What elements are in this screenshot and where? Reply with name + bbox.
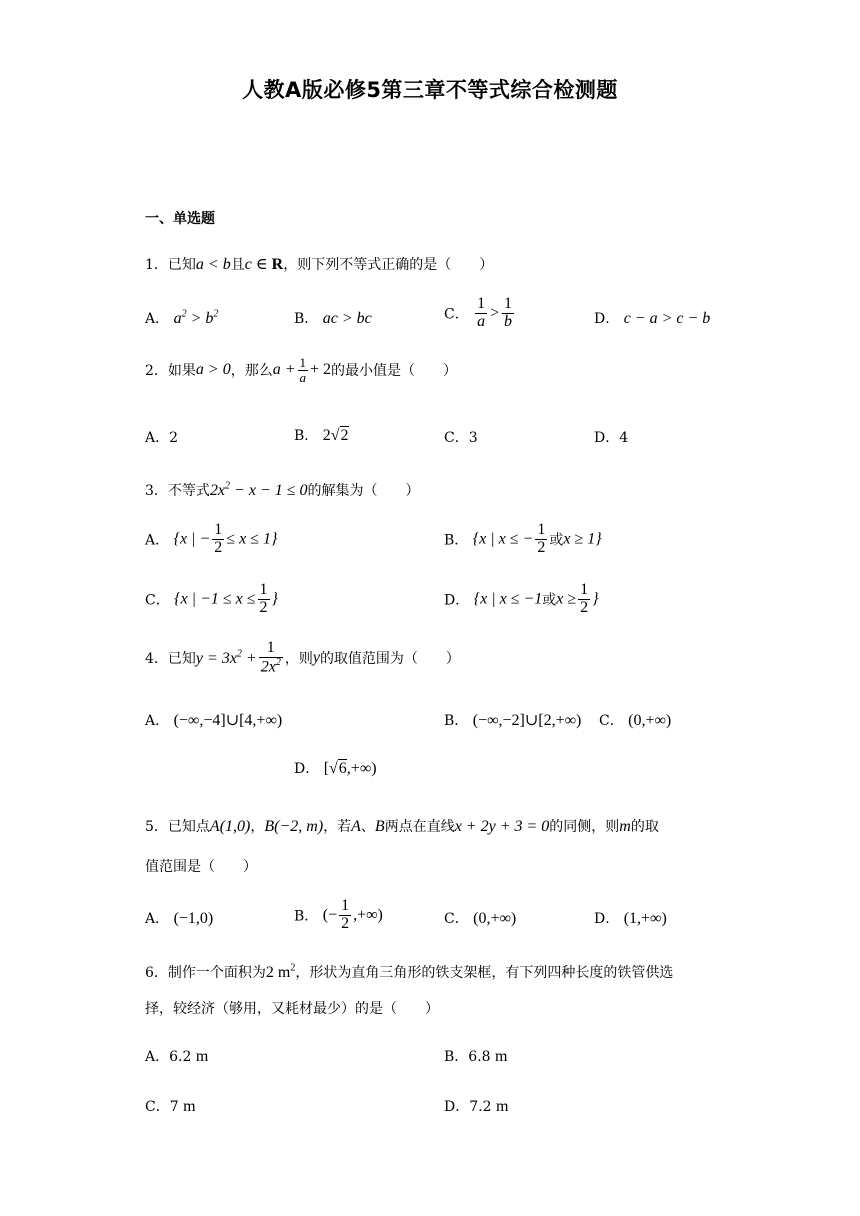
- question-text: ，形状为直角三角形的铁支架框，有下列四种长度的铁管供选: [295, 965, 674, 981]
- question-text: 且: [230, 257, 245, 273]
- question-number: 5．: [145, 819, 168, 835]
- question-text: ，那么: [230, 363, 273, 380]
- option-1c: [444, 296, 516, 331]
- math-expr: ac > bc: [322, 310, 372, 327]
- math-expr: (0,+∞): [473, 910, 517, 927]
- option-label: B．: [444, 713, 469, 729]
- math-expr: {x | x ≤ −: [472, 530, 534, 548]
- fraction: $\frac{1}{2}$: [537, 521, 546, 556]
- question-2: [145, 356, 457, 384]
- math-expr: 2√2: [322, 427, 349, 444]
- option-value: 7.2: [469, 1099, 492, 1115]
- option-value: 2: [169, 430, 179, 446]
- option-5c: [444, 908, 516, 928]
- option-4b: [444, 710, 581, 730]
- option-label: B．: [294, 428, 319, 444]
- math-expr: 2 $m^2$: [265, 962, 296, 981]
- math-expr: R: [271, 256, 284, 273]
- option-label: D．: [444, 1099, 470, 1115]
- math-expr: a > 0: [195, 361, 231, 379]
- option-value: 3: [468, 430, 478, 446]
- question-text: 已知: [167, 650, 196, 667]
- section-heading: 一、单选题: [145, 211, 215, 227]
- math-expr: ≤ x ≤ 1}: [226, 530, 278, 548]
- math-expr: >: [489, 304, 500, 322]
- option-6d: [444, 1096, 508, 1116]
- question-5: [145, 816, 659, 836]
- question-text: 如果: [167, 363, 196, 380]
- option-label: B．: [444, 1049, 469, 1065]
- option-label: A．: [145, 713, 170, 729]
- question-number: 2．: [145, 363, 168, 380]
- question-number: 1．: [145, 257, 168, 273]
- math-expr: {x | x ≤ −1: [473, 590, 543, 608]
- option-label: D．: [294, 761, 320, 777]
- question-6: [145, 962, 673, 982]
- option-label: D．: [594, 911, 620, 927]
- math-expr: (−: [322, 906, 338, 924]
- question-number: 4．: [145, 650, 168, 667]
- option-5a: [145, 908, 213, 928]
- option-label: B．: [294, 311, 319, 327]
- math-expr: c ∈: [244, 256, 272, 273]
- option-3a: [145, 522, 277, 557]
- option-6a: [145, 1046, 208, 1066]
- option-3c: [145, 582, 278, 617]
- option-label: C．: [444, 430, 469, 446]
- math-expr: (−∞,−4]∪[4,+∞): [173, 712, 283, 729]
- math-expr: x ≥ 1}: [563, 530, 602, 548]
- math-expr: (−∞,−2]∪[2,+∞): [472, 712, 582, 729]
- math-expr: $a^2 > b^2$: [173, 308, 219, 327]
- question-text: 已知: [167, 257, 196, 273]
- option-1b: [294, 308, 372, 328]
- option-2d: [594, 427, 628, 447]
- fraction: $\frac{1}{2}$: [259, 581, 268, 616]
- math-expr: [√6,+∞): [323, 760, 377, 777]
- option-label: D．: [594, 430, 620, 446]
- option-label: A．: [145, 311, 170, 327]
- unit: m: [495, 1048, 508, 1065]
- page-title: 人教A版必修5第三章不等式综合检测题: [242, 78, 618, 102]
- question-text: 的取: [630, 819, 659, 835]
- question-text: 已知点: [167, 819, 210, 835]
- option-3d: [444, 582, 599, 617]
- option-6c: [145, 1096, 196, 1116]
- option-4c: [599, 710, 671, 730]
- option-label: C．: [599, 713, 624, 729]
- question-text: ，: [250, 819, 265, 835]
- fraction: $\frac{1}{a}$: [477, 295, 486, 330]
- math-expr: {x | −: [173, 530, 211, 548]
- option-label: B．: [294, 908, 319, 925]
- option-label: C．: [444, 306, 469, 323]
- option-label: C．: [444, 911, 469, 927]
- question-text: 制作一个面积为: [167, 965, 266, 981]
- option-label: A．: [145, 1049, 170, 1065]
- question-5-line-2: 值范围是（ ）: [145, 859, 257, 875]
- fraction: $\frac{1}{2}$: [580, 581, 589, 616]
- option-value: 7: [169, 1099, 179, 1115]
- fraction: $\frac{1}{2}$: [214, 521, 223, 556]
- option-label: A．: [145, 911, 170, 927]
- option-4a: [145, 710, 282, 730]
- option-5d: [594, 908, 667, 928]
- option-label: D．: [444, 592, 470, 609]
- question-text: ，则: [284, 650, 313, 667]
- question-6-line-2: 择，较经济（够用，又耗材最少）的是（ ）: [145, 1001, 439, 1017]
- math-expr: {x | −1 ≤ x ≤: [174, 590, 256, 608]
- option-3b: [444, 522, 602, 557]
- math-expr: }: [592, 590, 599, 608]
- option-value: 6.8: [468, 1049, 491, 1065]
- unit: m: [195, 1048, 209, 1065]
- question-text: 的解集为（ ）: [307, 483, 420, 499]
- option-2b: [294, 425, 349, 445]
- option-2a: [145, 427, 178, 447]
- math-text: 或: [549, 532, 564, 549]
- math-expr: $2x^2 - x - 1 \le 0$: [209, 480, 308, 499]
- fraction: $\frac{1}{b}$: [503, 295, 512, 330]
- question-text: ，则下列不等式正确的是（ ）: [283, 257, 494, 273]
- option-6b: [444, 1046, 507, 1066]
- option-label: A．: [145, 430, 170, 446]
- question-text: 的取值范围为（ ）: [319, 650, 460, 667]
- math-expr: c − a > c − b: [623, 310, 711, 327]
- math-expr: m: [619, 818, 631, 835]
- math-expr: (−1,0): [173, 910, 214, 927]
- option-1a: [145, 308, 218, 328]
- option-2c: [444, 427, 478, 447]
- math-expr: B: [374, 818, 385, 835]
- fraction: $\frac{1}{2}$: [341, 897, 350, 932]
- math-text: 或: [542, 592, 557, 609]
- math-expr: B(−2, m): [264, 818, 324, 835]
- math-expr: x ≥: [556, 590, 577, 608]
- option-label: B．: [444, 532, 469, 549]
- question-4: [145, 640, 460, 676]
- option-value: 6.2: [169, 1049, 192, 1065]
- math-expr: A(1,0): [209, 818, 251, 835]
- math-expr: (0,+∞): [628, 712, 672, 729]
- option-1d: [594, 308, 710, 328]
- question-number: 3．: [145, 483, 168, 499]
- question-text: 两点在直线: [384, 819, 455, 835]
- option-label: D．: [594, 311, 620, 327]
- math-expr: + 2: [310, 361, 332, 379]
- question-3: [145, 480, 420, 500]
- fraction: $\frac{1}{a}$: [299, 355, 307, 385]
- question-text: 的最小值是（ ）: [331, 363, 458, 380]
- question-text: 的同侧，则: [549, 819, 620, 835]
- math-expr: $y = 3x^2$ +: [195, 648, 257, 667]
- option-5b: [294, 898, 383, 933]
- math-expr: a +: [272, 361, 296, 379]
- fraction: $\frac{1}{2x^2}$: [260, 639, 281, 676]
- question-text: 、: [360, 819, 375, 835]
- question-number: 6．: [145, 965, 168, 981]
- math-expr: x + 2y + 3 = 0: [454, 818, 550, 835]
- math-expr: a < b: [195, 256, 231, 273]
- math-expr: A: [351, 818, 361, 835]
- option-label: A．: [145, 532, 170, 549]
- question-text: ，若: [323, 819, 352, 835]
- math-expr: }: [271, 590, 278, 608]
- option-label: C．: [145, 592, 170, 609]
- unit: m: [495, 1098, 509, 1115]
- option-label: C．: [145, 1099, 170, 1115]
- math-expr: ,+∞): [353, 906, 383, 924]
- question-1: [145, 254, 493, 274]
- unit: m: [183, 1098, 196, 1115]
- option-4d: [294, 758, 377, 778]
- question-text: 不等式: [167, 483, 210, 499]
- math-expr: (1,+∞): [623, 910, 667, 927]
- math-expr: y: [312, 648, 320, 666]
- option-value: 4: [619, 430, 629, 446]
